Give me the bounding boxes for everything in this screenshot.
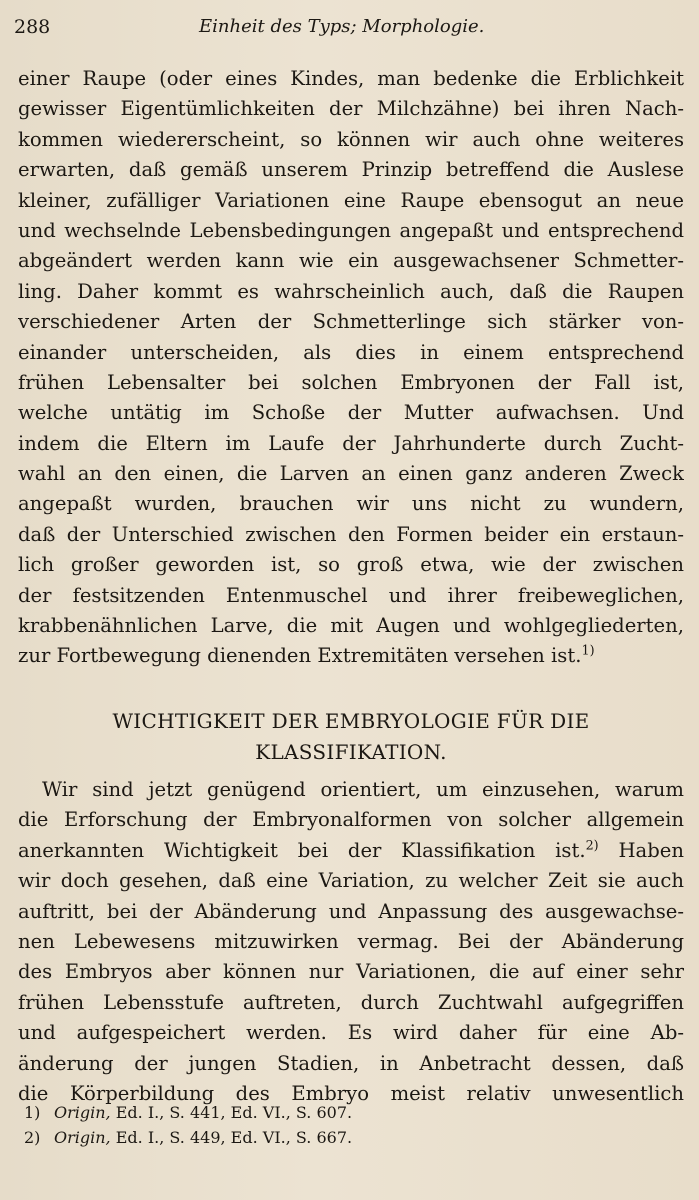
- footnote-marker: 1): [24, 1103, 41, 1122]
- running-head: Einheit des Typs; Morphologie.: [199, 16, 485, 37]
- text-line: frühen Lebensalter bei solchen Embryonen der Fall ist,: [18, 370, 684, 394]
- text-line: erwarten, daß gemäß unserem Prinzip betreffend die Auslese: [18, 158, 684, 182]
- text-line: der festsitzenden Entenmuschel und ihrer freibeweglichen,: [18, 583, 684, 607]
- text-line: einander unterscheiden, als dies in einem entsprechend: [18, 340, 684, 364]
- footnote-ref-2[interactable]: 2): [585, 838, 599, 854]
- text-line: die Körperbildung des Embryo meist relativ unwesentlich: [18, 1081, 684, 1105]
- footnote-marker: 2): [24, 1128, 41, 1147]
- text-line: lich großer geworden ist, so groß etwa, wie der zwischen: [18, 553, 684, 577]
- footnote-2: [24, 1125, 664, 1150]
- text-line-last: [18, 641, 684, 671]
- text-line: gewisser Eigentümlichkeiten der Milchzähne) bei ihren Nach-: [18, 97, 684, 121]
- text-line: frühen Lebensstufe auftreten, durch Zuchtwahl aufgegriffen: [18, 990, 684, 1014]
- footnote-ref-1[interactable]: 1): [581, 643, 595, 659]
- section-heading-line-1: WICHTIGKEIT DER EMBRYOLOGIE FÜR DIE: [112, 709, 590, 733]
- page-number: 288: [14, 16, 51, 38]
- page-header: [14, 16, 685, 48]
- text-line: änderung der jungen Stadien, in Anbetracht dessen, daß: [18, 1051, 684, 1075]
- footnote-source: Origin,: [54, 1103, 111, 1122]
- text-line: angepaßt wurden, brauchen wir uns nicht zu wundern,: [18, 492, 684, 516]
- text-line: verschiedener Arten der Schmetterlinge sich stärker von-: [18, 310, 684, 334]
- text-line: nen Lebewesens mitzuwirken vermag. Bei der Abänderung: [18, 929, 684, 953]
- section-heading-line-2: KLASSIFIKATION.: [255, 740, 447, 764]
- text-line: kommen wiedererscheint, so können wir auch ohne weiteres: [18, 127, 684, 151]
- text-line: einer Raupe (oder eines Kindes, man bedenke die Erblichkeit: [18, 67, 684, 90]
- text-line: krabbenähnlichen Larve, die mit Augen und wohlgegliederten,: [18, 614, 684, 638]
- text-line: und wechselnde Lebensbedingungen angepaßt und entsprechend: [18, 218, 684, 242]
- text-line: wahl an den einen, die Larven an einen ganz anderen Zweck: [18, 462, 684, 486]
- paragraph-continued: [18, 64, 684, 672]
- text-line: des Embryos aber können nur Variationen, die auf einer sehr: [18, 960, 684, 984]
- footnote-1: [24, 1100, 664, 1125]
- text-line: welche untätig im Schoße der Mutter aufwachsen. Und: [18, 401, 684, 425]
- footnote-source: Origin,: [54, 1128, 111, 1147]
- text-line: Wir sind jetzt genügend orientiert, um einzusehen, warum: [42, 778, 684, 801]
- text-fragment: zur Fortbewegung dienenden Extremitäten versehen ist.: [18, 644, 582, 668]
- text-line: daß der Unterschied zwischen den Formen beider ein erstaun-: [18, 522, 684, 546]
- text-line: und aufgespeichert werden. Es wird daher für eine Ab-: [18, 1021, 684, 1045]
- text-fragment: anerkannten Wichtigkeit bei der Klassifikation ist.: [18, 838, 586, 862]
- text-line: abgeändert werden kann wie ein ausgewachsener Schmetter-: [18, 249, 684, 273]
- text-line: auftritt, bei der Abänderung und Anpassung des ausgewachse-: [18, 899, 684, 923]
- footnote-reference: Ed. I., S. 449, Ed. VI., S. 667.: [115, 1128, 353, 1147]
- text-fragment: Haben: [598, 838, 684, 862]
- footnotes: [24, 1100, 664, 1150]
- text-line: wir doch gesehen, daß eine Variation, zu welcher Zeit sie auch: [18, 869, 684, 893]
- text-line: ling. Daher kommt es wahrscheinlich auch, daß die Raupen: [18, 279, 684, 303]
- text-line: kleiner, zufälliger Variationen eine Raupe ebensogut an neue: [18, 188, 684, 212]
- section-heading: [18, 706, 684, 768]
- text-line: indem die Eltern im Laufe der Jahrhunderte durch Zucht-: [18, 431, 684, 455]
- footnote-reference: Ed. I., S. 441, Ed. VI., S. 607.: [115, 1103, 353, 1122]
- text-line: die Erforschung der Embryonalformen von solcher allgemein: [18, 808, 684, 832]
- text-line: [18, 836, 684, 866]
- paragraph-embryology: [18, 775, 684, 1109]
